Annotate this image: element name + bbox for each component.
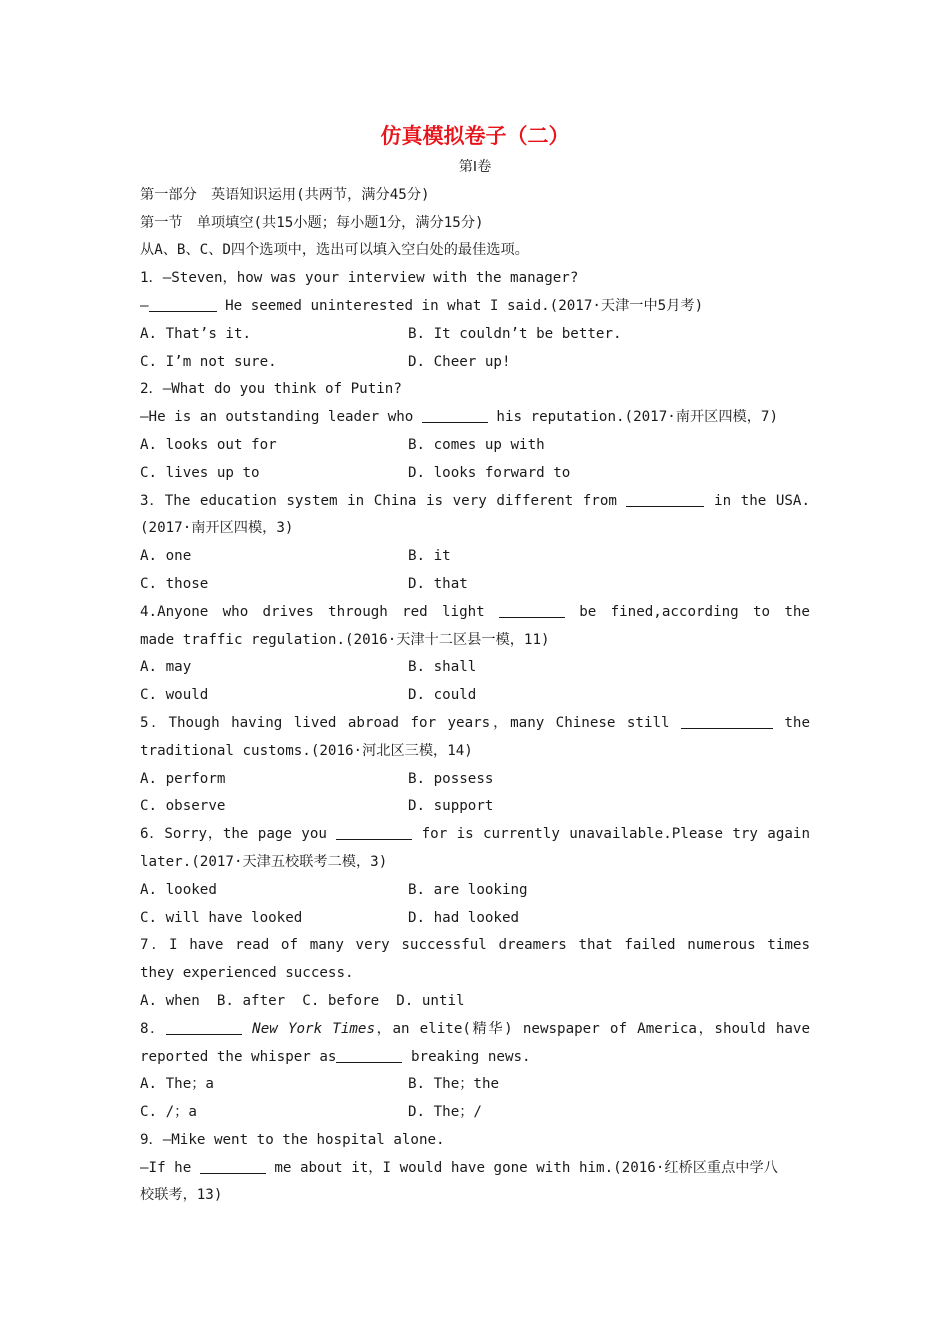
- question-9-line-2: —If he me about it，I would have gone with him.(2016·红桥区重点中学八: [140, 1159, 778, 1176]
- question-6-options-cd: [140, 905, 810, 933]
- question-7-options: A. when B. after C. before D. until: [140, 992, 465, 1009]
- answer-blank: [422, 407, 488, 423]
- page-title: 仿真模拟卷子（二）: [380, 124, 570, 148]
- option-d: D. could: [408, 687, 477, 704]
- option-b: B. possess: [408, 770, 494, 787]
- option-a: A. looks out for: [140, 436, 277, 453]
- question-2-line-2: —He is an outstanding leader who his reputation.(2017·南开区四模，7): [140, 409, 778, 426]
- option-a: A. perform: [140, 770, 226, 787]
- exam-page: [140, 118, 810, 1210]
- question-2-stem: 2．—What do you think of Putin?: [140, 381, 402, 398]
- question-5-options-cd: [140, 793, 810, 821]
- question-3-options-ab: [140, 543, 810, 571]
- question-1-options-ab: [140, 321, 810, 349]
- answer-blank: [336, 824, 412, 840]
- option-b: B. shall: [408, 659, 477, 676]
- answer-blank: [499, 602, 565, 618]
- instruction-text: 从A、B、C、D四个选项中，选出可以填入空白处的最佳选项。: [140, 242, 529, 259]
- question-5-stem: 5．Though having lived abroad for years，many Chinese still the: [140, 714, 810, 731]
- question-6-stem: 6．Sorry，the page you for is currently unavailable.Please try again: [140, 826, 810, 843]
- question-9-stem: 9．—Mike went to the hospital alone.: [140, 1131, 445, 1148]
- question-8-line-2: reported the whisper as breaking news.: [140, 1048, 531, 1065]
- question-1-stem: 1．—Steven，how was your interview with the manager?: [140, 270, 579, 287]
- question-6-line-2: later.(2017·天津五校联考二模，3): [140, 853, 388, 870]
- option-a: A. may: [140, 659, 192, 676]
- answer-blank: [166, 1019, 242, 1035]
- question-5-line-2: traditional customs.(2016·河北区三模，14): [140, 742, 473, 759]
- question-8-options-ab: [140, 1071, 810, 1099]
- question-2-options-cd: [140, 460, 810, 488]
- question-8-options-cd: [140, 1099, 810, 1127]
- option-d: D. support: [408, 798, 494, 815]
- question-4-options-cd: [140, 682, 810, 710]
- answer-blank: [681, 713, 773, 729]
- question-8-stem: 8． New York Times，an elite(精华) newspaper of America，should have: [140, 1020, 810, 1037]
- option-d: D. Cheer up!: [408, 353, 511, 370]
- question-7-line-2: they experienced success.: [140, 965, 354, 982]
- option-d: D. looks forward to: [408, 464, 571, 481]
- option-c: C. I’m not sure.: [140, 353, 277, 370]
- question-4-stem: 4.Anyone who drives through red light be fined,according to the: [140, 603, 810, 620]
- question-5-options-ab: [140, 766, 810, 794]
- newspaper-name: New York Times: [252, 1020, 375, 1037]
- option-d: D. that: [408, 575, 468, 592]
- question-3-options-cd: [140, 571, 810, 599]
- part-heading: 第一部分 英语知识运用(共两节，满分45分): [140, 186, 430, 203]
- option-a: A. That’s it.: [140, 325, 252, 342]
- question-4-line-2: made traffic regulation.(2016·天津十二区县一模，11): [140, 631, 550, 648]
- option-c: C. will have looked: [140, 909, 303, 926]
- option-b: B. comes up with: [408, 436, 545, 453]
- question-2-options-ab: [140, 432, 810, 460]
- option-a: A. The；a: [140, 1076, 214, 1093]
- question-9-line-3: 校联考，13): [140, 1187, 223, 1204]
- option-c: C. observe: [140, 798, 226, 815]
- option-b: B. it: [408, 548, 451, 565]
- option-b: B. The；the: [408, 1076, 500, 1093]
- option-c: C. would: [140, 687, 209, 704]
- question-3-line-2: (2017·南开区四模，3): [140, 520, 294, 537]
- section-heading: 第一节 单项填空(共15小题；每小题1分，满分15分): [140, 214, 484, 231]
- answer-blank: [149, 296, 217, 312]
- option-a: A. looked: [140, 881, 217, 898]
- option-b: B. are looking: [408, 881, 528, 898]
- option-c: C. lives up to: [140, 464, 260, 481]
- answer-blank: [200, 1158, 266, 1174]
- question-1-line-2: — He seemed uninterested in what I said.(2017·天津一中5月考): [140, 297, 704, 314]
- answer-blank: [626, 491, 704, 507]
- option-c: C. /；a: [140, 1104, 197, 1121]
- question-7-stem: 7．I have read of many very successful dreamers that failed numerous times: [140, 937, 810, 954]
- option-d: D. The；/: [408, 1104, 482, 1121]
- volume-heading: 第Ⅰ卷: [458, 159, 492, 175]
- option-d: D. had looked: [408, 909, 520, 926]
- answer-blank: [336, 1047, 402, 1063]
- option-a: A. one: [140, 548, 192, 565]
- option-b: B. It couldn’t be better.: [408, 325, 622, 342]
- question-1-options-cd: [140, 349, 810, 377]
- question-6-options-ab: [140, 877, 810, 905]
- question-4-options-ab: [140, 654, 810, 682]
- option-c: C. those: [140, 575, 209, 592]
- question-3-stem: 3．The education system in China is very different from in the USA.: [140, 492, 810, 509]
